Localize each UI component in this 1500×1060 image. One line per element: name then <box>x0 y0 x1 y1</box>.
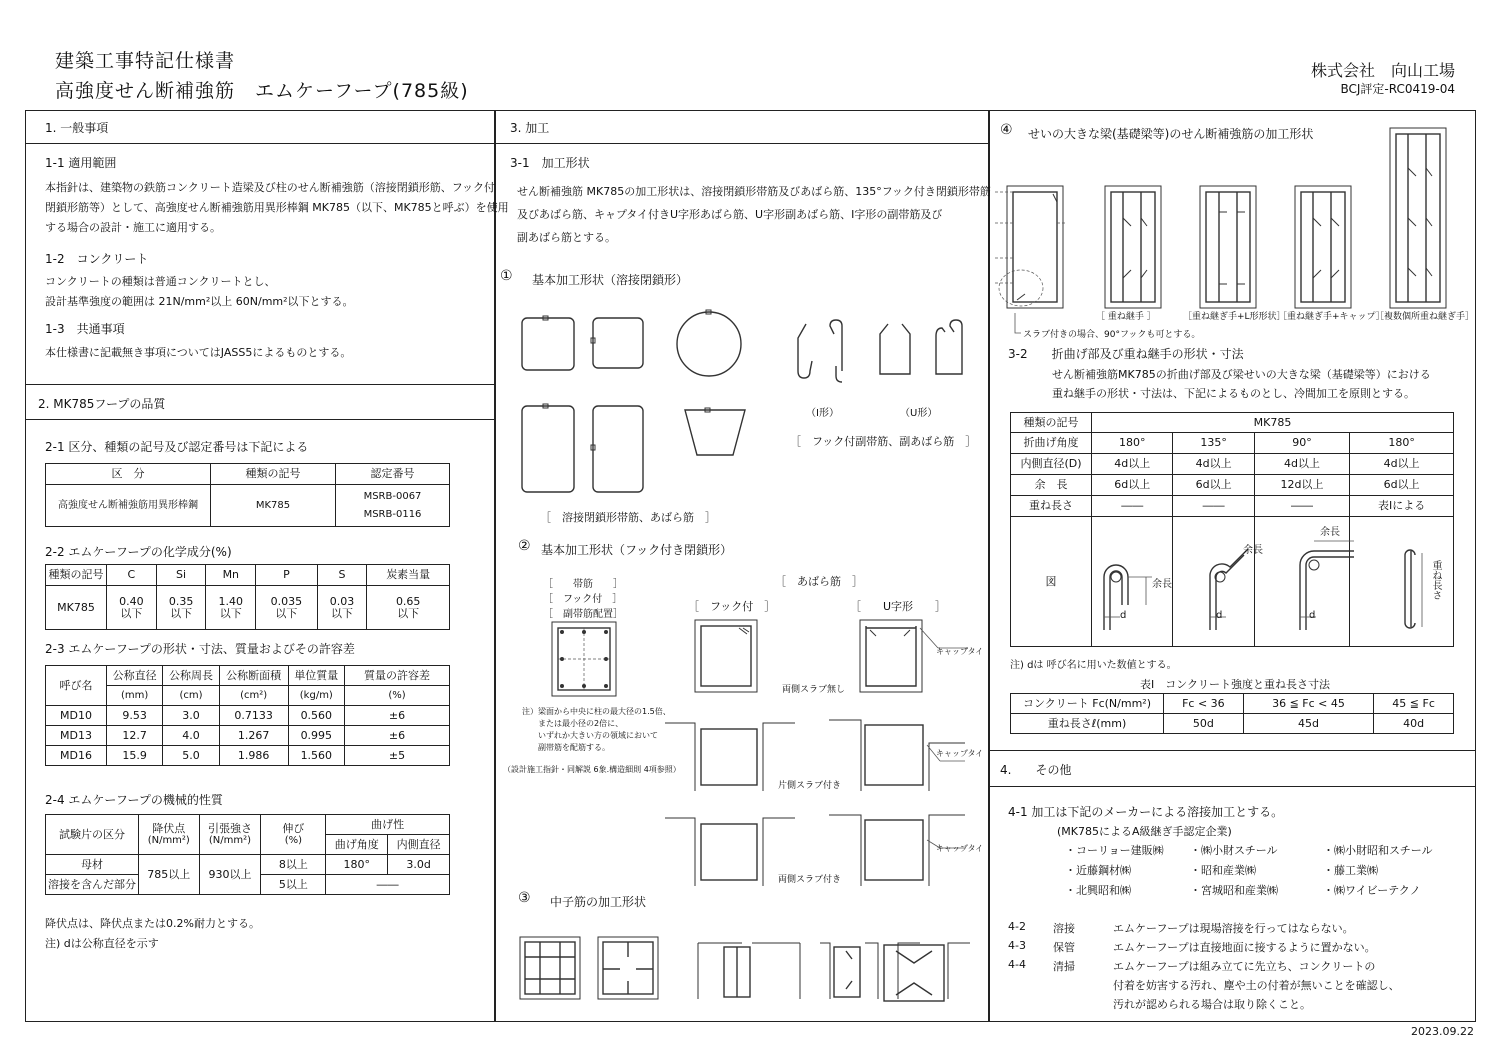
shape-1-heading: 基本加工形状（溶接閉鎖形） <box>532 273 689 287</box>
slab-none-label: 両側スラブ無し <box>782 685 846 695</box>
col-divider-2 <box>988 110 990 1022</box>
td: 1.267 <box>219 726 288 746</box>
th: 内側直径(D) <box>1011 454 1092 475</box>
maker-9: ・㈱ワイビーテクノ <box>1323 884 1421 897</box>
note-line-2: または最小径の2倍に、 <box>522 719 624 728</box>
hdr-line-1 <box>25 143 495 144</box>
chemical-table <box>45 564 450 630</box>
cap-tie-label-3: キャップタイ <box>936 844 984 853</box>
circle-4-num: ④ <box>1000 122 1013 138</box>
bracket-hook-sub: ［ フック付副帯筋、副あばら筋 ］ <box>790 435 977 448</box>
th: 質量の許容差 <box>345 666 450 686</box>
s1-2-line-2: 設計基準強度の範囲は 21N/mm²以上 60N/mm²以下とする。 <box>45 295 354 308</box>
circle-3-num: ③ <box>518 890 531 906</box>
s1-2-line-1: コンクリートの種類は普通コンクリートとし、 <box>45 275 276 288</box>
td: 180° <box>326 855 388 875</box>
th: 内側直径 <box>388 835 450 855</box>
label-obi: ［ 帯筋 ］ <box>543 579 623 590</box>
th: MK785 <box>1092 413 1454 433</box>
th: 公称直径 <box>107 666 163 686</box>
th: 公称周長 <box>163 666 219 686</box>
td: 高強度せん断補強筋用異形棒鋼 <box>46 485 211 527</box>
maker-5: ・昭和産業㈱ <box>1190 864 1256 877</box>
td: ±5 <box>345 746 450 766</box>
maker-6: ・藤工業㈱ <box>1323 864 1378 877</box>
s3-1-heading: 3-1 加工形状 <box>510 156 590 170</box>
th: 重ね長さ <box>1011 496 1092 517</box>
th-main: 降伏点 <box>152 821 186 835</box>
doc-title-1: 建築工事特記仕様書 <box>55 50 236 72</box>
maker-8: ・宮城昭和産業㈱ <box>1190 884 1278 897</box>
maker-1: ・コーリョー建販㈱ <box>1065 844 1164 857</box>
unit: (cm) <box>163 686 219 706</box>
td: ―― <box>1173 496 1254 517</box>
td: MD10 <box>46 706 107 726</box>
below: 以下 <box>219 606 242 620</box>
slab-hook-note: スラブ付きの場合、90°フックも可とする。 <box>1023 330 1201 340</box>
td: 8以上 <box>261 855 326 875</box>
td: 6d以上 <box>1350 475 1454 496</box>
td: 930以上 <box>199 855 261 895</box>
th-unit: (N/mm²) <box>208 834 252 846</box>
td: 3.0d <box>388 855 450 875</box>
th: 公称断面積 <box>219 666 288 686</box>
td: 1.560 <box>288 746 344 766</box>
th: Fc < 36 <box>1164 694 1244 714</box>
circle-1-num: ① <box>500 268 513 284</box>
kasane-label: 重ね長さ <box>1430 560 1441 600</box>
unit: (kg/m) <box>288 686 344 706</box>
td <box>206 586 256 630</box>
td <box>107 586 157 630</box>
label-abara: ［ あばら筋 ］ <box>775 575 863 588</box>
th: 単位質量 <box>288 666 344 686</box>
d-3: d <box>1309 610 1316 621</box>
s3-1-line-2: 及びあばら筋、キャプタイ付きU字形あばら筋、U字形副あばら筋、I字形の副帯筋及び <box>517 208 943 221</box>
hook-shapes-drawing <box>790 316 980 386</box>
caption-lap: ［ 重ね継手 ］ <box>1096 312 1156 322</box>
below: 以下 <box>275 606 298 620</box>
td: ―― <box>1254 496 1349 517</box>
th: 曲げ性 <box>326 815 450 835</box>
td: 5以上 <box>261 875 326 895</box>
td: 0.7133 <box>219 706 288 726</box>
td: 6d以上 <box>1092 475 1173 496</box>
note-line-4: 副帯筋を配筋する。 <box>522 743 610 752</box>
slab-two-label: 両側スラブ付き <box>778 875 842 885</box>
circle-2-num: ② <box>518 538 531 554</box>
td: 15.9 <box>107 746 163 766</box>
issue-date: 2023.09.22 <box>1411 1025 1474 1038</box>
cap-tie-label-1: キャップタイ <box>936 647 984 656</box>
note-line-1: 注）梁面から中央に柱の最大径の1.5倍、 <box>522 707 671 716</box>
td: 6d以上 <box>1173 475 1254 496</box>
column-hoop-drawing <box>550 620 620 700</box>
th: 36 ≦ Fc < 45 <box>1243 694 1373 714</box>
i44-text-1: エムケーフープは組み立てに先立ち、コンクリートの <box>1113 960 1376 973</box>
s4-1-heading: 4-1 加工は下記のメーカーによる溶接加工とする。 <box>1008 805 1284 819</box>
shape-4-heading: せいの大きな梁(基礎梁等)のせん断補強筋の加工形状 <box>1028 127 1314 141</box>
td: 重ね長さℓ(mm) <box>1011 714 1164 734</box>
th: 認定番号 <box>336 464 450 485</box>
yocho-2: 余長 <box>1243 545 1263 556</box>
td: 5.0 <box>163 746 219 766</box>
td: 3.0 <box>163 706 219 726</box>
th-unit: (%) <box>284 834 303 846</box>
th: 余 長 <box>1011 475 1092 496</box>
s2-heading: 2. MK785フープの品質 <box>38 397 166 411</box>
i44-text-3: 汚れが認められる場合は取り除くこと。 <box>1113 998 1311 1011</box>
below: 以下 <box>170 606 193 620</box>
th-main: 引張強さ <box>207 821 252 835</box>
s1-heading: 1. 一般事項 <box>45 121 109 135</box>
td: ±6 <box>345 726 450 746</box>
cap-tie-label-2: キャップタイ <box>936 749 984 758</box>
s2-note-1: 降伏点は、降伏点または0.2%耐力とする。 <box>45 917 260 930</box>
cert-1: MSRB-0067 <box>363 490 422 502</box>
td: MD13 <box>46 726 107 746</box>
th: 45 ≦ Fc <box>1374 694 1454 714</box>
s3-1-line-1: せん断補強筋 MK785の加工形状は、溶接閉鎖形帯筋及びあばら筋、135°フック付き閉鎖形帯筋 <box>517 185 991 198</box>
td: 4d以上 <box>1350 454 1454 475</box>
welded-shapes-drawing <box>515 310 755 510</box>
th: 炭素当量 <box>367 565 450 586</box>
td <box>317 586 367 630</box>
s1-1-heading: 1-1 適用範囲 <box>45 156 117 170</box>
td: 表Ⅰによる <box>1350 496 1454 517</box>
label-hook: ［ フック付 ］ <box>543 594 623 605</box>
maker-7: ・北興昭和㈱ <box>1065 884 1131 897</box>
td: ±6 <box>345 706 450 726</box>
col-divider-1 <box>494 110 496 1022</box>
i42-text: エムケーフープは現場溶接を行ってはならない。 <box>1113 922 1354 935</box>
th: 区 分 <box>46 464 211 485</box>
shape-2-heading: 基本加工形状（フック付き閉鎖形） <box>541 543 733 557</box>
sec-line-4 <box>989 750 1475 751</box>
td: 180° <box>1092 433 1173 454</box>
label-hook-b: ［ フック付 ］ <box>688 600 776 613</box>
th: 曲げ角度 <box>326 835 388 855</box>
maker-3: ・㈱小財昭和スチール <box>1323 844 1433 857</box>
sec-line-2 <box>25 384 495 385</box>
td: MK785 <box>211 485 336 527</box>
i44-key: 清掃 <box>1053 960 1075 973</box>
i42-num: 4-2 <box>1008 920 1026 933</box>
unit: (%) <box>345 686 450 706</box>
maker-4: ・近藤鋼材㈱ <box>1065 864 1131 877</box>
td: 50d <box>1164 714 1244 734</box>
td: 9.53 <box>107 706 163 726</box>
note-ref: （設計施工指針・同解説 6象.構造細則 4項参照） <box>503 765 681 774</box>
mechanical-table <box>45 814 450 895</box>
td: 4d以上 <box>1173 454 1254 475</box>
s1-3-heading: 1-3 共通事項 <box>45 322 125 336</box>
td: 0.560 <box>288 706 344 726</box>
val: 0.035 <box>270 594 303 608</box>
label-sub: ［ 副帯筋配置］ <box>543 609 623 620</box>
beam-hoop-2-drawing <box>860 620 970 695</box>
caption-multi-lap: ［複数個所重ね継ぎ手］ <box>1375 312 1475 322</box>
below: 以下 <box>397 606 420 620</box>
i43-text: エムケーフープは直接地面に接するように置かない。 <box>1113 941 1376 954</box>
val: 0.65 <box>395 594 421 608</box>
caption-lap-cap: ［重ね継ぎ手+キャップ］ <box>1278 312 1385 322</box>
s1-2-heading: 1-2 コンクリート <box>45 252 149 266</box>
th: 呼び名 <box>46 666 107 706</box>
dimension-table <box>45 665 450 766</box>
s2-4-heading: 2-4 エムケーフープの機械的性質 <box>45 793 223 807</box>
classification-table <box>45 463 450 527</box>
th: 折曲げ角度 <box>1011 433 1092 454</box>
s3-2-heading: 3-2 折曲げ部及び重ね継手の形状・寸法 <box>1008 347 1244 361</box>
td: 12d以上 <box>1254 475 1349 496</box>
i44-num: 4-4 <box>1008 958 1026 971</box>
th: P <box>256 565 318 586</box>
hdr-line-3 <box>495 143 988 144</box>
val: 1.40 <box>218 594 244 608</box>
th <box>139 815 200 855</box>
hdr-line-4 <box>989 786 1475 787</box>
td: 90° <box>1254 433 1349 454</box>
td: 135° <box>1173 433 1254 454</box>
d-1: d <box>1120 610 1127 621</box>
yocho-3: 余長 <box>1320 527 1340 538</box>
s4-heading: 4. その他 <box>1000 763 1072 777</box>
lap-length-table <box>1010 693 1454 734</box>
label-i-shape: （I形） <box>806 408 839 419</box>
td: 母材 <box>46 855 139 875</box>
th: 種類の記号 <box>46 565 107 586</box>
shape-3-heading: 中子筋の加工形状 <box>550 895 647 909</box>
i43-key: 保管 <box>1053 941 1075 954</box>
s4-1-sub: (MK785によるA級継ぎ手認定企業) <box>1057 825 1232 838</box>
company-name: 株式会社 向山工場 <box>1310 61 1455 80</box>
th <box>199 815 261 855</box>
tie-shapes-drawing <box>520 937 970 1007</box>
th: S <box>317 565 367 586</box>
deep-beam-drawing <box>995 128 1465 323</box>
th: 図 <box>1011 517 1092 647</box>
below: 以下 <box>331 606 354 620</box>
cert-number: BCJ評定-RC0419-04 <box>1340 82 1455 96</box>
val: 0.03 <box>329 594 355 608</box>
d-2: d <box>1216 610 1223 621</box>
td: 4d以上 <box>1254 454 1349 475</box>
th: Mn <box>206 565 256 586</box>
td: 4d以上 <box>1092 454 1173 475</box>
unit: (mm) <box>107 686 163 706</box>
bending-figures-drawing <box>1090 535 1450 655</box>
td: 4.0 <box>163 726 219 746</box>
i44-text-2: 付着を妨害する汚れ、塵や土の付着が無いことを確認し、 <box>1113 979 1400 992</box>
caption-lap-l: ［重ね継ぎ手+L形形状］ <box>1183 312 1286 322</box>
s2-1-heading: 2-1 区分、種類の記号及び認定番号は下記による <box>45 440 309 454</box>
s3-heading: 3. 加工 <box>510 121 550 135</box>
td: 785以上 <box>139 855 200 895</box>
maker-2: ・㈱小財スチール <box>1190 844 1278 857</box>
s1-3-line: 本仕様書に記載無き事項についてはJASS5によるものとする。 <box>45 346 352 359</box>
s2-2-heading: 2-2 エムケーフープの化学成分(%) <box>45 545 232 559</box>
td <box>256 586 318 630</box>
td: ―― <box>326 875 450 895</box>
doc-title-2: 高強度せん断補強筋 エムケーフープ(785級) <box>55 80 469 102</box>
slab-one-label: 片側スラブ付き <box>778 781 842 791</box>
label-u-shape: （U形） <box>900 408 938 419</box>
th: 種類の記号 <box>1011 413 1092 433</box>
td: MK785 <box>46 586 107 630</box>
s1-1-line-2: 閉鎖形筋等）として、高強度せん断補強筋用異形棒鋼 MK785（以下、MK785と呼ぶ）を使用 <box>45 201 509 214</box>
td <box>367 586 450 630</box>
table-i-caption: 表Ⅰ コンクリート強度と重ね長さ寸法 <box>1140 678 1331 691</box>
bracket-welded: ［ 溶接閉鎖形帯筋、あばら筋 ］ <box>540 511 716 524</box>
td: MD16 <box>46 746 107 766</box>
td: 40d <box>1374 714 1454 734</box>
th: 種類の記号 <box>211 464 336 485</box>
unit: (cm²) <box>219 686 288 706</box>
td: 溶接を含んだ部分 <box>46 875 139 895</box>
s2-note-2: 注) dは公称直径を示す <box>45 937 159 950</box>
s3-2-line-2: 重ね継手の形状・寸法は、下記によるものとし、冷間加工を原則とする。 <box>1052 387 1415 400</box>
th: Si <box>156 565 206 586</box>
bending-note: 注) dは 呼び名に用いた数値とする。 <box>1010 660 1177 671</box>
label-u: ［ U字形 ］ <box>850 600 947 613</box>
i42-key: 溶接 <box>1053 922 1075 935</box>
hdr-line-2 <box>25 419 495 420</box>
th: コンクリート Fc(N/mm²) <box>1011 694 1164 714</box>
s2-3-heading: 2-3 エムケーフープの形状・寸法、質量およびその許容差 <box>45 642 355 656</box>
cert-2: MSRB-0116 <box>363 508 422 520</box>
td: 180° <box>1350 433 1454 454</box>
s3-2-line-1: せん断補強筋MK785の折曲げ部及び梁せいの大きな梁（基礎梁等）における <box>1052 368 1431 381</box>
td: 1.986 <box>219 746 288 766</box>
s3-1-line-3: 副あばら筋とする。 <box>517 231 616 244</box>
beam-hoop-1-drawing <box>695 620 765 695</box>
i43-num: 4-3 <box>1008 939 1026 952</box>
td <box>156 586 206 630</box>
th: C <box>107 565 157 586</box>
below: 以下 <box>120 606 143 620</box>
val: 0.35 <box>168 594 194 608</box>
s1-1-line-3: する場合の設計・施工に適用する。 <box>45 221 221 234</box>
td <box>336 485 450 527</box>
val: 0.40 <box>119 594 144 608</box>
td: 0.995 <box>288 726 344 746</box>
th-unit: (N/mm²) <box>147 834 190 846</box>
th <box>261 815 326 855</box>
td: 45d <box>1243 714 1373 734</box>
yocho-1: 余長 <box>1152 579 1172 590</box>
th-main: 伸び <box>282 821 305 835</box>
note-line-3: いずれか大きい方の領域において <box>522 731 658 740</box>
th: 試験片の区分 <box>46 815 139 855</box>
td: ―― <box>1092 496 1173 517</box>
td: 12.7 <box>107 726 163 746</box>
s1-1-line-1: 本指針は、建築物の鉄筋コンクリート造梁及び柱のせん断補強筋（溶接閉鎖形筋、フック付 <box>45 181 496 194</box>
